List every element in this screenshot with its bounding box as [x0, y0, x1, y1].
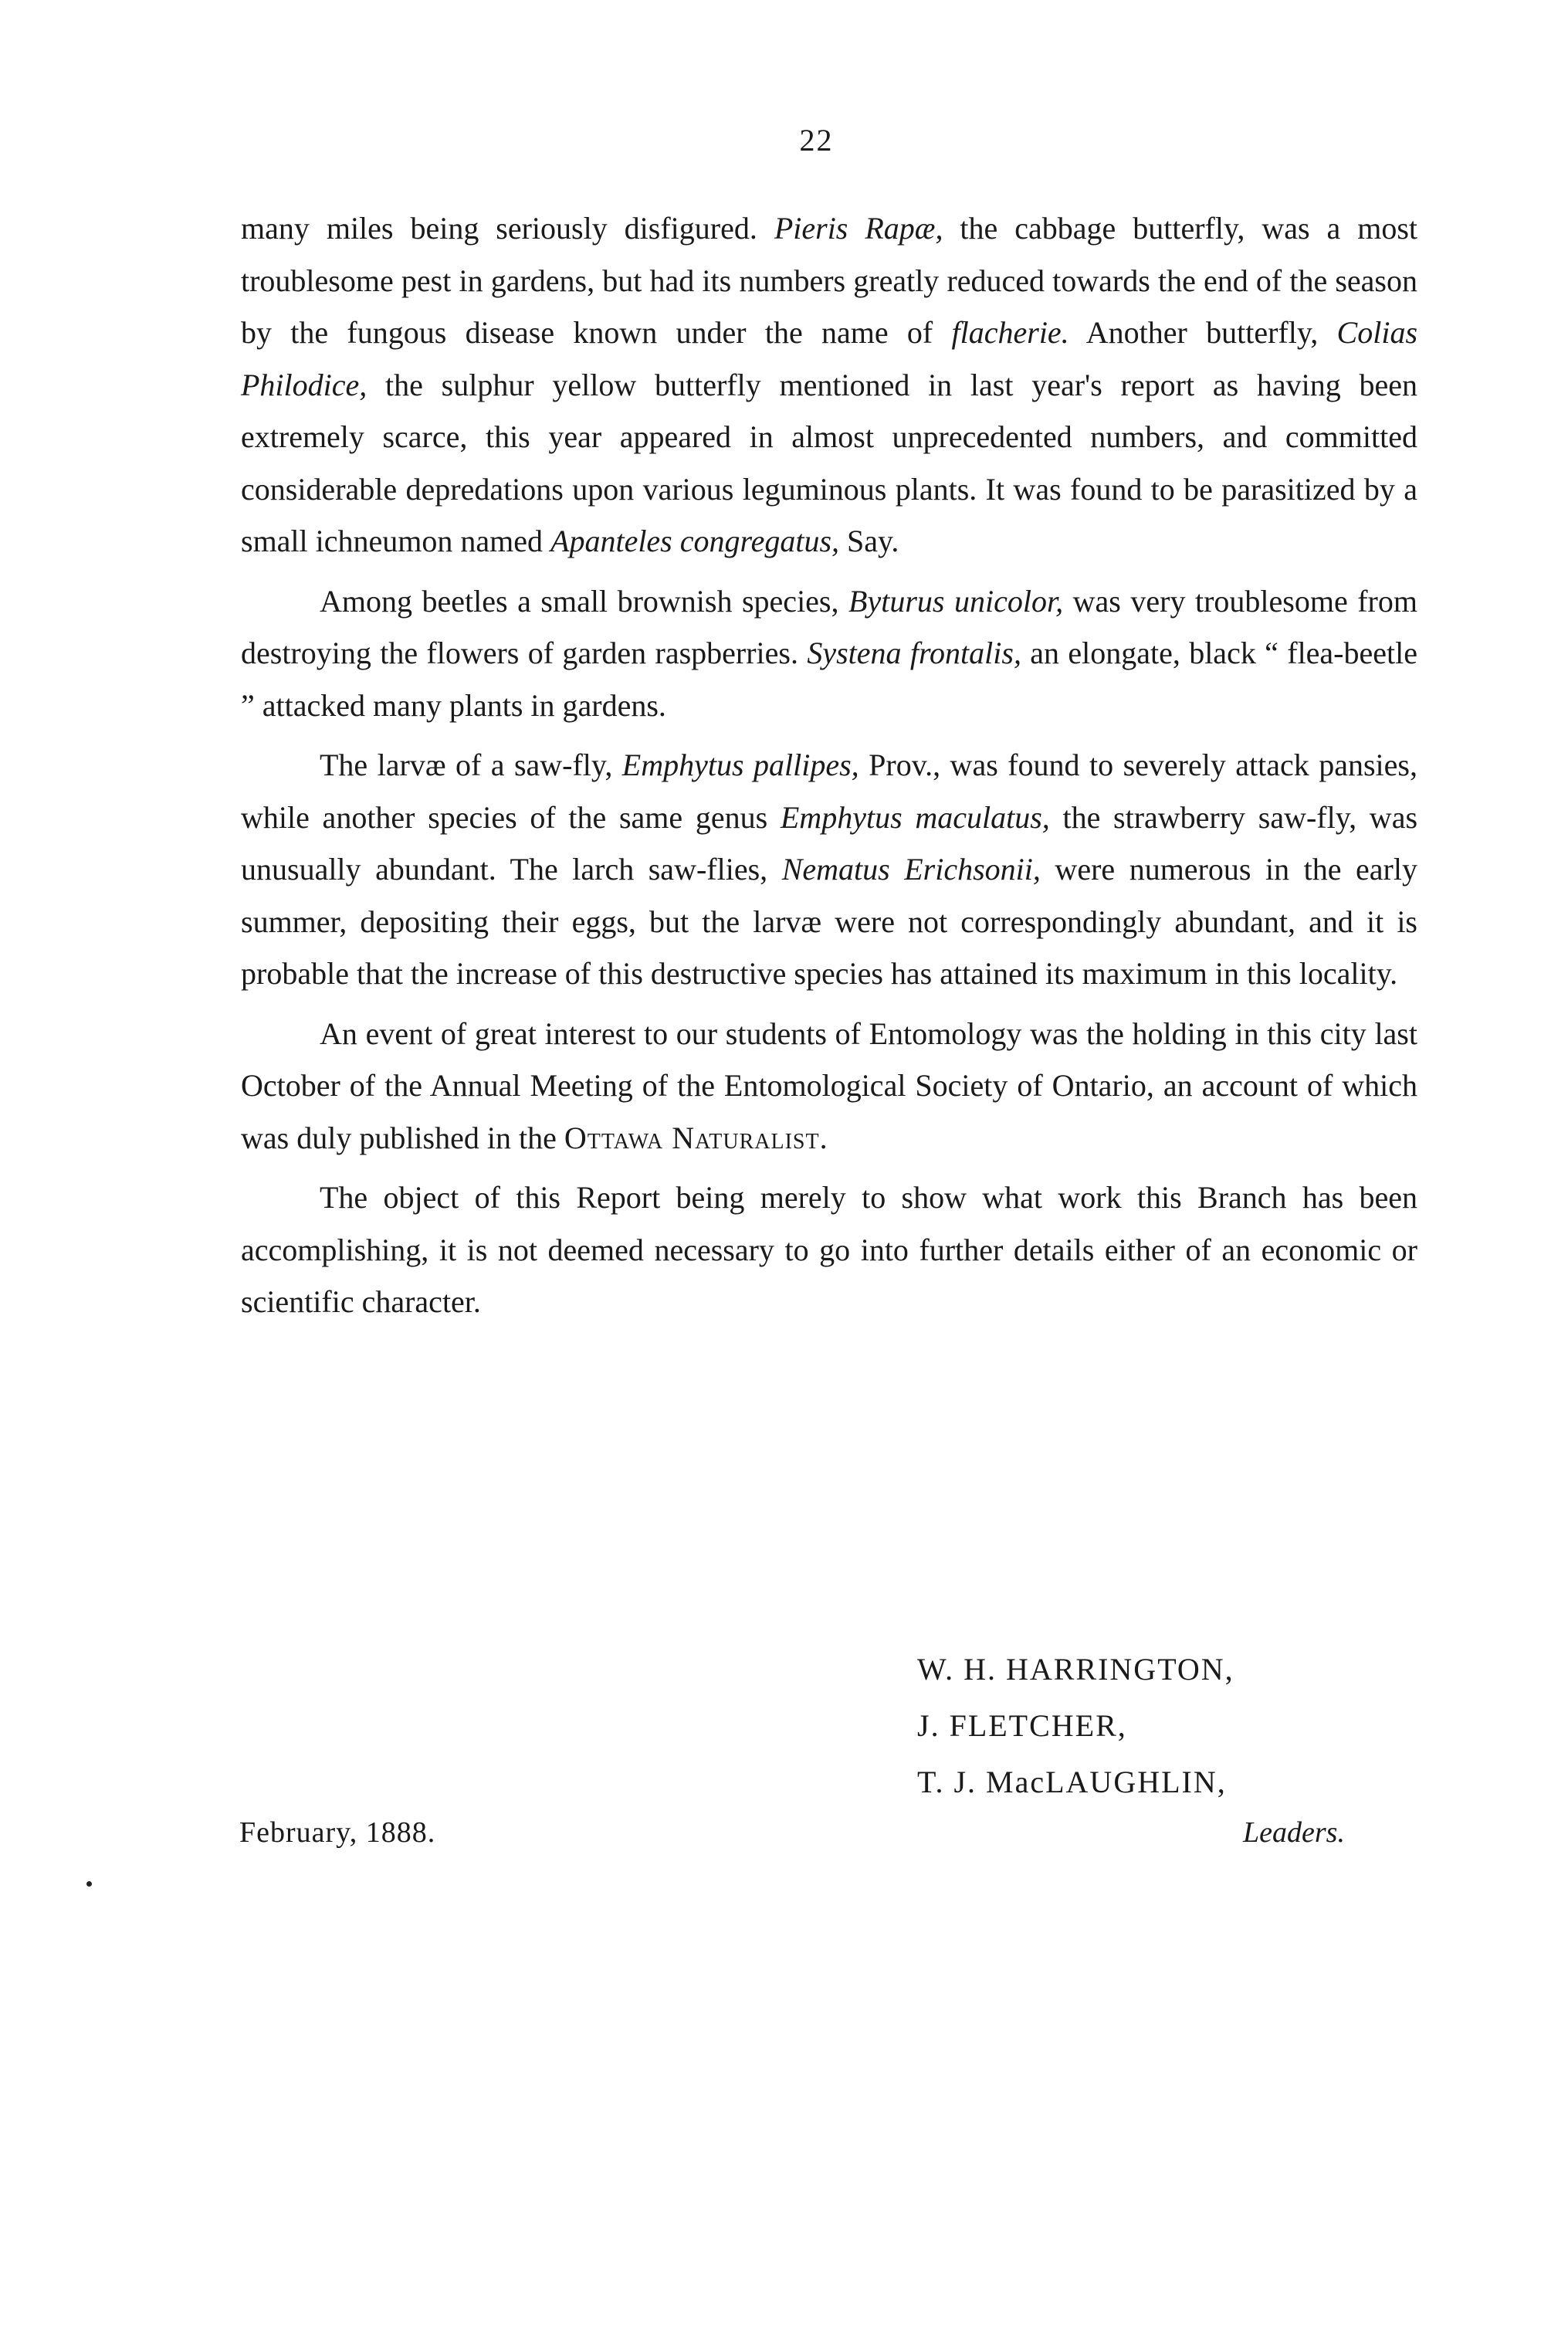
- paragraph-conclusion: [241, 1171, 1417, 1328]
- ink-speck: [86, 1881, 92, 1887]
- signatory-role: Leaders.: [1243, 1816, 1345, 1849]
- species-name: Emphytus maculatus,: [780, 799, 1050, 835]
- text-run: Prov., was found to severely attack pansies, while another species of the same genus: [241, 748, 1417, 835]
- page-number: 22: [799, 123, 834, 158]
- species-name: Byturus unicolor,: [848, 583, 1064, 619]
- report-body: [241, 202, 1417, 1328]
- species-name: Colias Philodice,: [241, 315, 1418, 402]
- text-run: the sulphur yellow butterfly mentioned in last year's report as having been extremely scarce, this year appeared in almost unprecedented numbers, and committed considerable depredations upon various leguminous plants. It was found to be parasitized by a small ichneumon named: [241, 367, 1417, 558]
- species-name: Apanteles congregatus,: [550, 524, 840, 558]
- signatory-harrington: W. H. HARRINGTON,: [917, 1652, 1234, 1687]
- species-name: Pieris Rapæ,: [774, 211, 943, 246]
- text-run: were numerous in the early summer, depositing their eggs, but the larvæ were not correspondingly abundant, and it is probable that the increase of this destructive species has attained its maximum in this locality.: [241, 852, 1417, 991]
- signatory-fletcher: J. FLETCHER,: [917, 1708, 1127, 1743]
- text-run: an elongate, black “ flea-beetle ” attacked many plants in gardens.: [241, 636, 1417, 723]
- text-run: the cabbage butterfly, was a most troublesome pest in gardens, but had its numbers greatly reduced towards the end of the season by the fungous disease known under the name of: [241, 211, 1417, 350]
- paragraph-butterflies: [241, 202, 1417, 568]
- paragraph-saw-flies: [241, 739, 1417, 1000]
- publication-name: Ottawa Naturalist: [564, 1120, 820, 1155]
- text-run: The object of this Report being merely to show what work this Branch has been accomplishing, it is not deemed necessary to go into further details either of an economic or scientific character.: [241, 1180, 1417, 1319]
- species-name: Nematus Erichsonii,: [781, 852, 1041, 887]
- disease-name: flacherie.: [951, 315, 1069, 350]
- text-run: The larvæ of a saw-fly,: [320, 748, 622, 782]
- paragraph-meeting: [241, 1008, 1417, 1165]
- paragraph-beetles: [241, 575, 1417, 732]
- report-date: February, 1888.: [239, 1816, 436, 1849]
- text-run: Among beetles a small brownish species,: [320, 583, 849, 619]
- species-name: Emphytus pallipes,: [621, 748, 859, 782]
- text-run: .: [819, 1120, 828, 1155]
- text-run: Say.: [839, 524, 899, 558]
- text-run: the strawberry saw-fly, was unusually abundant. The larch saw-flies,: [241, 799, 1418, 887]
- text-run: An event of great interest to our students of Entomology was the holding in this city last October of the Annual Meeting of the Entomological Society of Ontario, an account of which was duly published in the: [241, 1016, 1417, 1155]
- text-run: Another butterfly,: [1068, 315, 1337, 350]
- species-name: Systena frontalis,: [807, 636, 1021, 670]
- signatory-maclaughlin: T. J. MacLAUGHLIN,: [917, 1765, 1227, 1799]
- text-run: many miles being seriously disfigured.: [241, 211, 774, 246]
- text-run: was very troublesome from destroying the flowers of garden raspberries.: [241, 583, 1417, 670]
- signature-block: [917, 1641, 1234, 1810]
